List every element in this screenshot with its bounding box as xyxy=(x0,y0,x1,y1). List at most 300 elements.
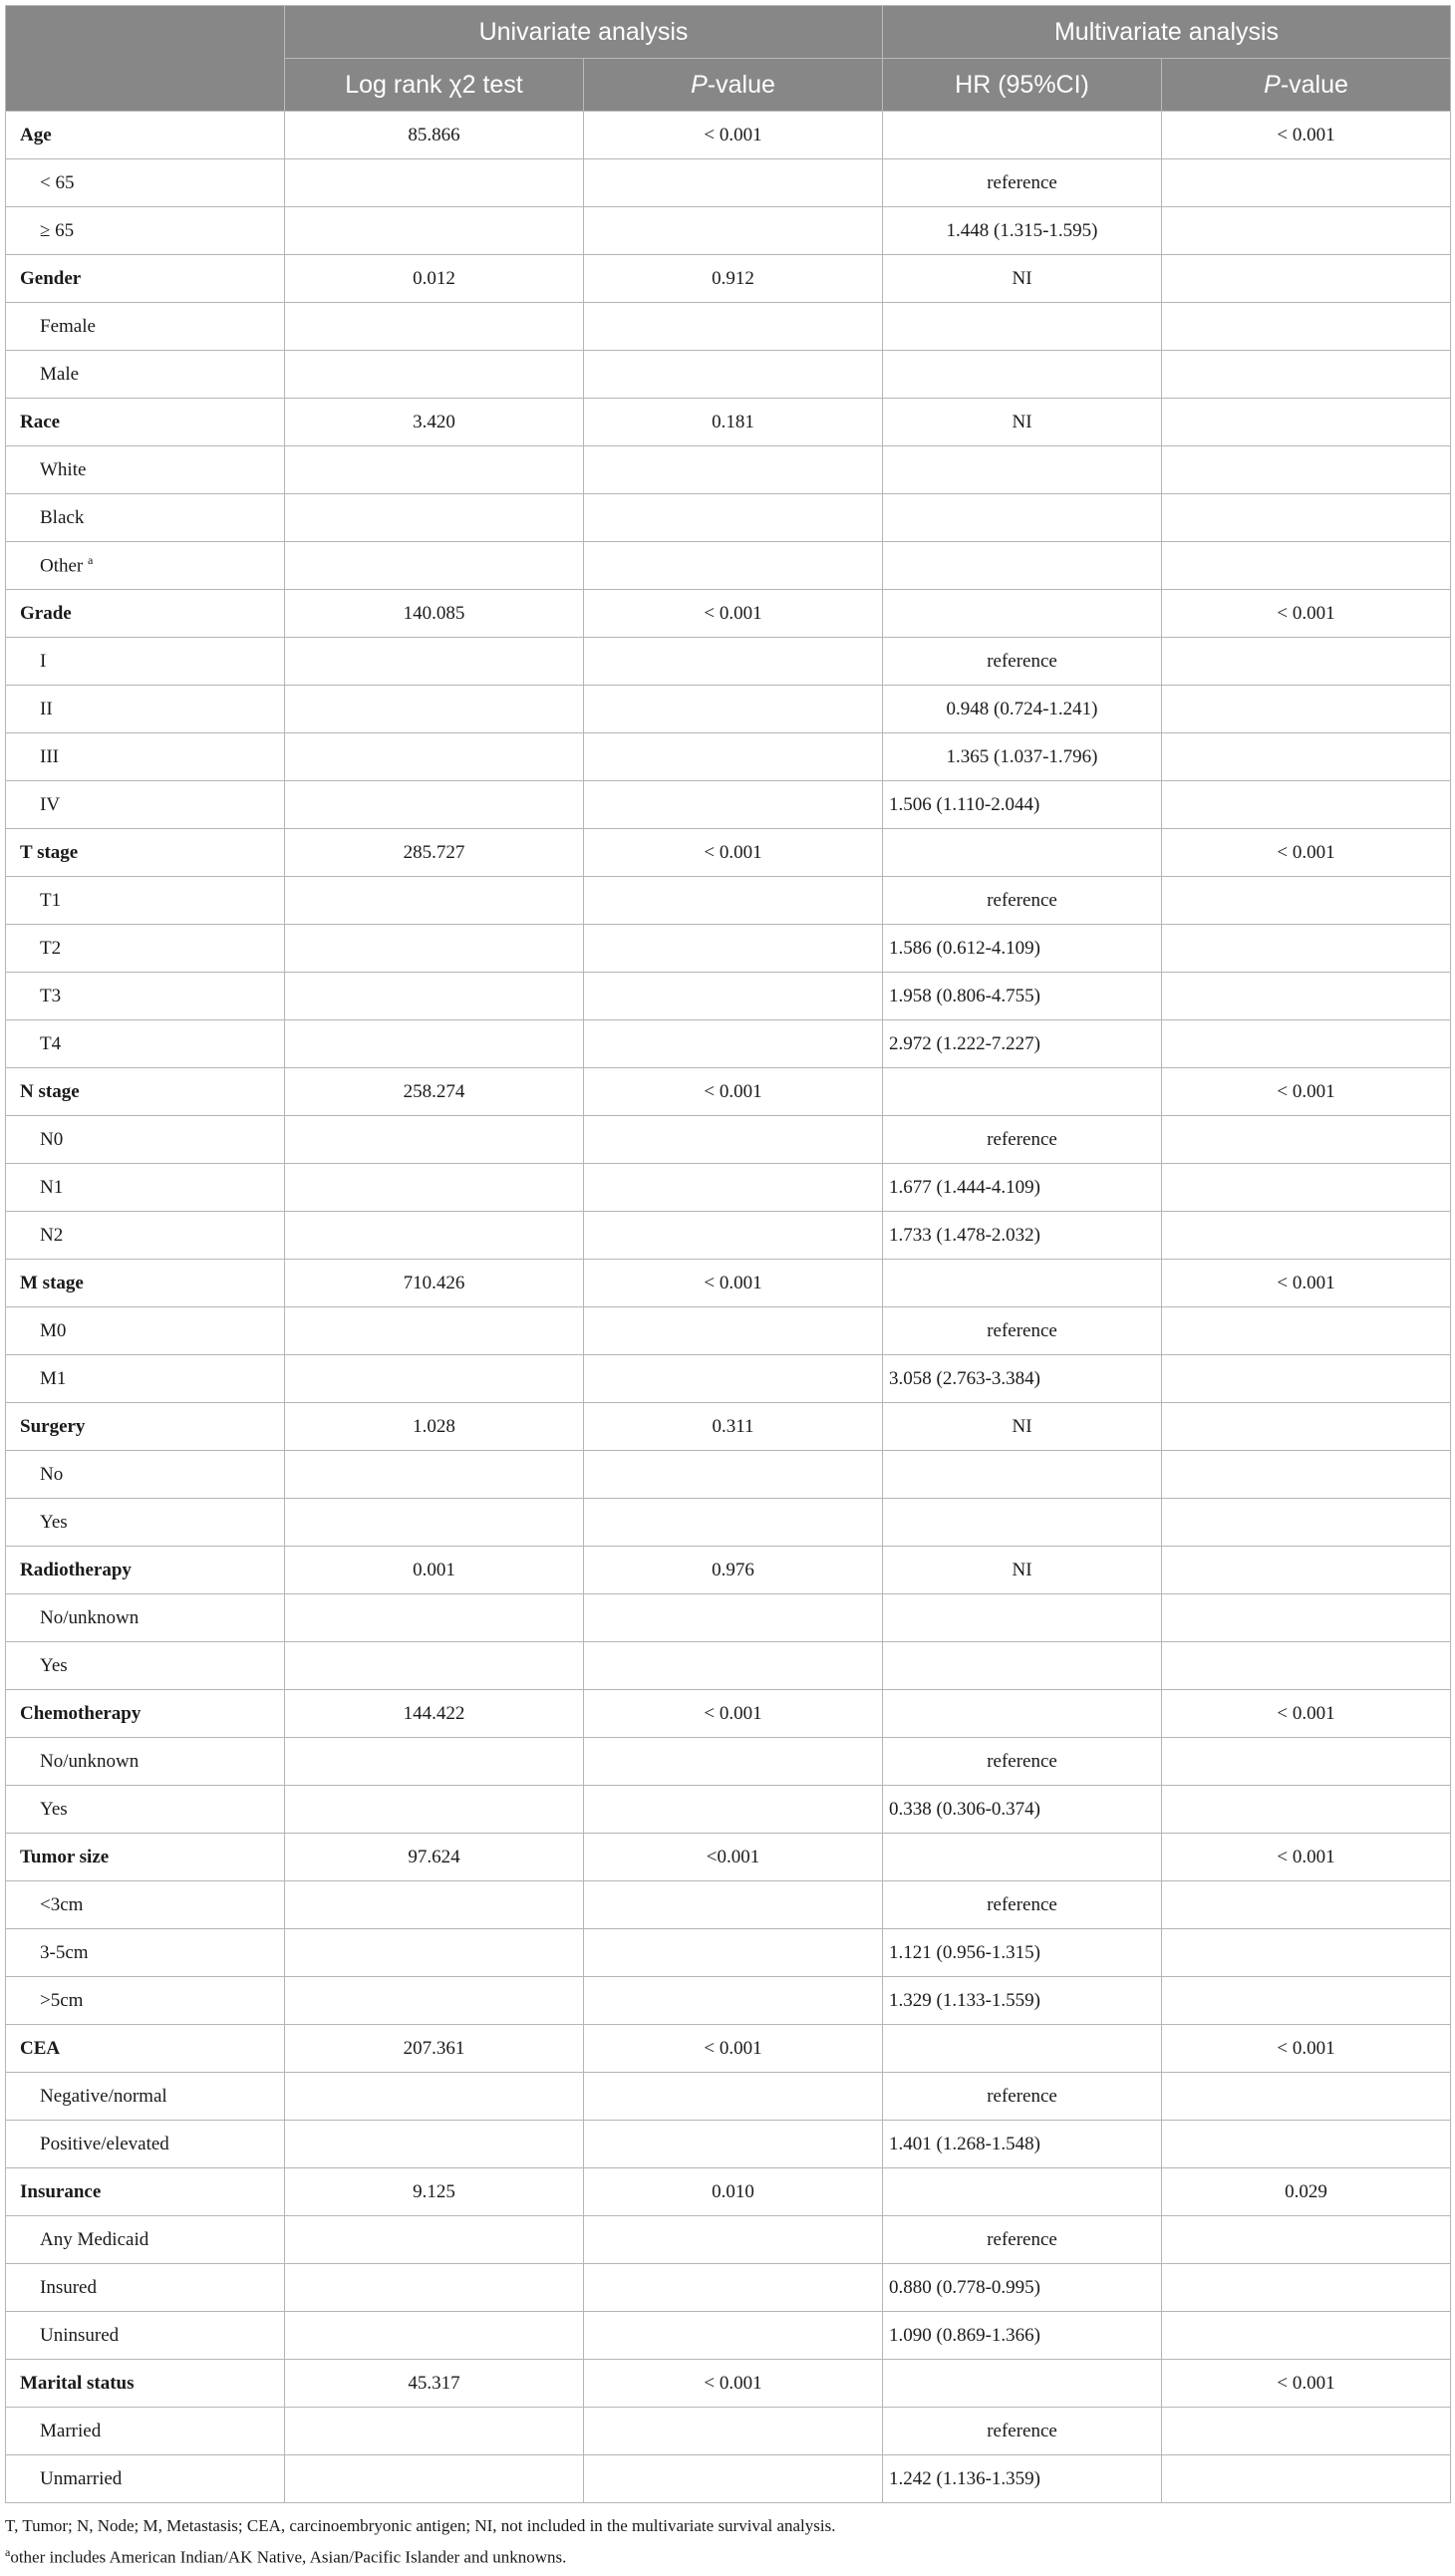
logrank-value xyxy=(285,1594,584,1642)
variable-label: Other $^a$ xyxy=(6,542,285,590)
variable-label: N1 xyxy=(6,1164,285,1212)
univariate-p-value xyxy=(584,494,883,542)
variable-label: Uninsured xyxy=(6,2312,285,2360)
hr-value xyxy=(883,1834,1162,1881)
multivariate-p-value xyxy=(1162,1020,1451,1068)
variable-label: ≥ 65 xyxy=(6,207,285,255)
multivariate-p-value xyxy=(1162,638,1451,686)
hr-value xyxy=(883,1260,1162,1307)
multivariate-p-value xyxy=(1162,494,1451,542)
multivariate-p-value: < 0.001 xyxy=(1162,1260,1451,1307)
hr-value: 1.448 (1.315-1.595) xyxy=(883,207,1162,255)
table-row xyxy=(6,494,1451,542)
multivariate-p-value xyxy=(1162,1212,1451,1260)
variable-label: Black xyxy=(6,494,285,542)
logrank-value xyxy=(285,638,584,686)
univariate-p-value xyxy=(584,446,883,494)
univariate-p-value: 0.311 xyxy=(584,1403,883,1451)
multivariate-p-value xyxy=(1162,1881,1451,1929)
hr-value xyxy=(883,1594,1162,1642)
multivariate-p-value xyxy=(1162,446,1451,494)
logrank-value xyxy=(285,351,584,399)
hr-value xyxy=(883,542,1162,590)
header-hr: HR (95%CI) xyxy=(883,59,1162,112)
variable-label: White xyxy=(6,446,285,494)
multivariate-p-value: < 0.001 xyxy=(1162,112,1451,159)
multivariate-p-value: < 0.001 xyxy=(1162,590,1451,638)
logrank-value xyxy=(285,1020,584,1068)
variable-label: T stage xyxy=(6,829,285,877)
logrank-value xyxy=(285,159,584,207)
univariate-p-value xyxy=(584,1116,883,1164)
multivariate-p-value: < 0.001 xyxy=(1162,2360,1451,2408)
table-container xyxy=(5,5,1450,2571)
logrank-value xyxy=(285,303,584,351)
multivariate-p-value xyxy=(1162,207,1451,255)
univariate-p-value: <0.001 xyxy=(584,1834,883,1881)
hr-value xyxy=(883,2168,1162,2216)
variable-label: Race xyxy=(6,399,285,446)
multivariate-p-value xyxy=(1162,877,1451,925)
univariate-p-value xyxy=(584,1355,883,1403)
variable-label: N2 xyxy=(6,1212,285,1260)
variable-label: III xyxy=(6,733,285,781)
multivariate-p-value: < 0.001 xyxy=(1162,1068,1451,1116)
variable-label: N0 xyxy=(6,1116,285,1164)
logrank-value xyxy=(285,2408,584,2455)
multivariate-p-value xyxy=(1162,1547,1451,1594)
univariate-p-value xyxy=(584,638,883,686)
table-row xyxy=(6,542,1451,590)
table-row xyxy=(6,1164,1451,1212)
table-row xyxy=(6,686,1451,733)
univariate-p-value xyxy=(584,1499,883,1547)
logrank-value xyxy=(285,1451,584,1499)
table-row xyxy=(6,2216,1451,2264)
variable-label: Insured xyxy=(6,2264,285,2312)
table-row-group xyxy=(6,2360,1451,2408)
table-row-group xyxy=(6,1403,1451,1451)
header-logrank: Log rank χ2 test xyxy=(285,59,584,112)
hr-value xyxy=(883,112,1162,159)
hr-value xyxy=(883,351,1162,399)
univariate-p-value xyxy=(584,1929,883,1977)
variable-label: Surgery xyxy=(6,1403,285,1451)
univariate-p-value xyxy=(584,303,883,351)
logrank-value xyxy=(285,542,584,590)
table-row xyxy=(6,2073,1451,2121)
univariate-p-value xyxy=(584,2264,883,2312)
hr-value xyxy=(883,2360,1162,2408)
header-p-value-multivariate: P-value xyxy=(1162,59,1451,112)
logrank-value: 207.361 xyxy=(285,2025,584,2073)
univariate-p-value: < 0.001 xyxy=(584,1068,883,1116)
hr-value: reference xyxy=(883,638,1162,686)
multivariate-p-value xyxy=(1162,1786,1451,1834)
logrank-value xyxy=(285,2216,584,2264)
variable-label: Age xyxy=(6,112,285,159)
logrank-value xyxy=(285,1642,584,1690)
multivariate-p-value xyxy=(1162,2264,1451,2312)
variable-label: T3 xyxy=(6,973,285,1020)
table-row-group xyxy=(6,590,1451,638)
table-row xyxy=(6,1355,1451,1403)
logrank-value xyxy=(285,1164,584,1212)
logrank-value xyxy=(285,1738,584,1786)
logrank-value xyxy=(285,1355,584,1403)
table-row xyxy=(6,1594,1451,1642)
univariate-p-value: 0.912 xyxy=(584,255,883,303)
hr-value: 1.958 (0.806-4.755) xyxy=(883,973,1162,1020)
variable-label: T2 xyxy=(6,925,285,973)
multivariate-p-value: < 0.001 xyxy=(1162,829,1451,877)
table-row-group xyxy=(6,2168,1451,2216)
logrank-value xyxy=(285,2264,584,2312)
univariate-p-value xyxy=(584,733,883,781)
table-row-group xyxy=(6,112,1451,159)
table-row xyxy=(6,733,1451,781)
multivariate-p-value xyxy=(1162,303,1451,351)
variable-label: Marital status xyxy=(6,2360,285,2408)
variable-label: Male xyxy=(6,351,285,399)
table-row xyxy=(6,2408,1451,2455)
univariate-p-value xyxy=(584,1881,883,1929)
univariate-p-value xyxy=(584,2216,883,2264)
multivariate-p-value xyxy=(1162,1355,1451,1403)
univariate-p-value xyxy=(584,542,883,590)
univariate-p-value xyxy=(584,1786,883,1834)
logrank-value xyxy=(285,2121,584,2168)
multivariate-p-value xyxy=(1162,351,1451,399)
hr-value: 2.972 (1.222-7.227) xyxy=(883,1020,1162,1068)
univariate-p-value xyxy=(584,1594,883,1642)
multivariate-p-value xyxy=(1162,2455,1451,2503)
table-row xyxy=(6,207,1451,255)
table-row xyxy=(6,1499,1451,1547)
variable-label: Any Medicaid xyxy=(6,2216,285,2264)
table-body xyxy=(6,112,1451,2503)
table-header xyxy=(6,6,1451,112)
table-row-group xyxy=(6,1260,1451,1307)
variable-label: < 65 xyxy=(6,159,285,207)
table-row-group xyxy=(6,399,1451,446)
logrank-value: 710.426 xyxy=(285,1260,584,1307)
variable-label: Unmarried xyxy=(6,2455,285,2503)
multivariate-p-value xyxy=(1162,1403,1451,1451)
logrank-value: 0.012 xyxy=(285,255,584,303)
hr-value: 1.090 (0.869-1.366) xyxy=(883,2312,1162,2360)
variable-label: Female xyxy=(6,303,285,351)
hr-value: 0.948 (0.724-1.241) xyxy=(883,686,1162,733)
table-row xyxy=(6,638,1451,686)
variable-label: CEA xyxy=(6,2025,285,2073)
table-row-group xyxy=(6,829,1451,877)
univariate-p-value xyxy=(584,1642,883,1690)
multivariate-p-value xyxy=(1162,2216,1451,2264)
multivariate-p-value xyxy=(1162,781,1451,829)
table-footnotes xyxy=(5,2513,1450,2571)
logrank-value xyxy=(285,1116,584,1164)
hr-value xyxy=(883,1068,1162,1116)
logrank-value xyxy=(285,1977,584,2025)
variable-label: M0 xyxy=(6,1307,285,1355)
logrank-value xyxy=(285,207,584,255)
univariate-p-value xyxy=(584,2073,883,2121)
univariate-p-value: < 0.001 xyxy=(584,590,883,638)
variable-label: Insurance xyxy=(6,2168,285,2216)
hr-value: NI xyxy=(883,399,1162,446)
variable-label: Radiotherapy xyxy=(6,1547,285,1594)
univariate-p-value xyxy=(584,1738,883,1786)
variable-label: No/unknown xyxy=(6,1594,285,1642)
multivariate-p-value xyxy=(1162,255,1451,303)
hr-value: 1.733 (1.478-2.032) xyxy=(883,1212,1162,1260)
hr-value: 1.365 (1.037-1.796) xyxy=(883,733,1162,781)
variable-label: M1 xyxy=(6,1355,285,1403)
multivariate-p-value: < 0.001 xyxy=(1162,1690,1451,1738)
header-p-value-univariate: P-value xyxy=(584,59,883,112)
logrank-value xyxy=(285,1212,584,1260)
logrank-value xyxy=(285,877,584,925)
hr-value: reference xyxy=(883,2408,1162,2455)
hr-value: NI xyxy=(883,255,1162,303)
hr-value: 1.677 (1.444-4.109) xyxy=(883,1164,1162,1212)
logrank-value xyxy=(285,1786,584,1834)
multivariate-p-value xyxy=(1162,1929,1451,1977)
variable-label: Grade xyxy=(6,590,285,638)
multivariate-p-value xyxy=(1162,1116,1451,1164)
variable-label: <3cm xyxy=(6,1881,285,1929)
multivariate-p-value xyxy=(1162,399,1451,446)
hr-value: 0.338 (0.306-0.374) xyxy=(883,1786,1162,1834)
table-row xyxy=(6,925,1451,973)
logrank-value xyxy=(285,781,584,829)
variable-label: Negative/normal xyxy=(6,2073,285,2121)
logrank-value: 1.028 xyxy=(285,1403,584,1451)
table-row xyxy=(6,2455,1451,2503)
footnote-abbreviations: T, Tumor; N, Node; M, Metastasis; CEA, carcinoembryonic antigen; NI, not included in the multivariate survival analysis. xyxy=(5,2516,836,2535)
table-row-group xyxy=(6,255,1451,303)
survival-analysis-table xyxy=(5,5,1451,2503)
variable-label: Married xyxy=(6,2408,285,2455)
table-row xyxy=(6,1116,1451,1164)
table-row xyxy=(6,159,1451,207)
logrank-value xyxy=(285,1499,584,1547)
univariate-p-value xyxy=(584,1451,883,1499)
logrank-value xyxy=(285,973,584,1020)
multivariate-p-value xyxy=(1162,1594,1451,1642)
variable-label: IV xyxy=(6,781,285,829)
hr-value xyxy=(883,829,1162,877)
header-variable-cell xyxy=(6,6,285,112)
logrank-value xyxy=(285,494,584,542)
hr-value xyxy=(883,1451,1162,1499)
table-row-group xyxy=(6,1834,1451,1881)
hr-value: 3.058 (2.763-3.384) xyxy=(883,1355,1162,1403)
univariate-p-value: < 0.001 xyxy=(584,2025,883,2073)
univariate-p-value xyxy=(584,1977,883,2025)
hr-value: reference xyxy=(883,159,1162,207)
hr-value: 0.880 (0.778-0.995) xyxy=(883,2264,1162,2312)
hr-value: reference xyxy=(883,1307,1162,1355)
univariate-p-value xyxy=(584,973,883,1020)
hr-value xyxy=(883,494,1162,542)
multivariate-p-value xyxy=(1162,925,1451,973)
multivariate-p-value xyxy=(1162,1499,1451,1547)
variable-label: >5cm xyxy=(6,1977,285,2025)
univariate-p-value xyxy=(584,2455,883,2503)
univariate-p-value xyxy=(584,877,883,925)
variable-label: No xyxy=(6,1451,285,1499)
logrank-value xyxy=(285,733,584,781)
multivariate-p-value xyxy=(1162,733,1451,781)
univariate-p-value xyxy=(584,159,883,207)
table-row xyxy=(6,2121,1451,2168)
table-row xyxy=(6,1929,1451,1977)
hr-value xyxy=(883,1690,1162,1738)
table-row-group xyxy=(6,1690,1451,1738)
table-row xyxy=(6,1212,1451,1260)
variable-label: Gender xyxy=(6,255,285,303)
univariate-p-value xyxy=(584,2312,883,2360)
hr-value: 1.242 (1.136-1.359) xyxy=(883,2455,1162,2503)
variable-label: Yes xyxy=(6,1499,285,1547)
multivariate-p-value xyxy=(1162,1738,1451,1786)
hr-value: 1.329 (1.133-1.559) xyxy=(883,1977,1162,2025)
logrank-value xyxy=(285,686,584,733)
univariate-p-value xyxy=(584,1307,883,1355)
hr-value: 1.401 (1.268-1.548) xyxy=(883,2121,1162,2168)
multivariate-p-value xyxy=(1162,542,1451,590)
logrank-value xyxy=(285,2073,584,2121)
variable-label: Positive/elevated xyxy=(6,2121,285,2168)
multivariate-p-value: < 0.001 xyxy=(1162,1834,1451,1881)
hr-value xyxy=(883,303,1162,351)
table-row xyxy=(6,2264,1451,2312)
hr-value: 1.121 (0.956-1.315) xyxy=(883,1929,1162,1977)
table-row xyxy=(6,1307,1451,1355)
multivariate-p-value: 0.029 xyxy=(1162,2168,1451,2216)
logrank-value xyxy=(285,925,584,973)
hr-value: 1.586 (0.612-4.109) xyxy=(883,925,1162,973)
univariate-p-value xyxy=(584,207,883,255)
logrank-value xyxy=(285,2455,584,2503)
footnote-a: $^a$other includes American Indian/AK Native, Asian/Pacific Islander and unknowns. xyxy=(5,2545,567,2567)
logrank-value xyxy=(285,1929,584,1977)
hr-value xyxy=(883,2025,1162,2073)
variable-label: M stage xyxy=(6,1260,285,1307)
variable-label: 3-5cm xyxy=(6,1929,285,1977)
variable-label: N stage xyxy=(6,1068,285,1116)
logrank-value: 144.422 xyxy=(285,1690,584,1738)
univariate-p-value xyxy=(584,2121,883,2168)
multivariate-p-value xyxy=(1162,1977,1451,2025)
multivariate-p-value xyxy=(1162,1451,1451,1499)
univariate-p-value: 0.010 xyxy=(584,2168,883,2216)
multivariate-p-value xyxy=(1162,159,1451,207)
multivariate-p-value xyxy=(1162,1642,1451,1690)
table-row xyxy=(6,1786,1451,1834)
table-row xyxy=(6,1738,1451,1786)
table-row xyxy=(6,351,1451,399)
hr-value xyxy=(883,1499,1162,1547)
variable-label: Chemotherapy xyxy=(6,1690,285,1738)
table-row xyxy=(6,877,1451,925)
logrank-value: 258.274 xyxy=(285,1068,584,1116)
table-row xyxy=(6,2312,1451,2360)
table-row xyxy=(6,1642,1451,1690)
variable-label: I xyxy=(6,638,285,686)
univariate-p-value: < 0.001 xyxy=(584,1690,883,1738)
table-row xyxy=(6,1977,1451,2025)
variable-label: T1 xyxy=(6,877,285,925)
univariate-p-value: 0.976 xyxy=(584,1547,883,1594)
table-row xyxy=(6,446,1451,494)
multivariate-p-value xyxy=(1162,1307,1451,1355)
univariate-p-value: < 0.001 xyxy=(584,829,883,877)
hr-value xyxy=(883,1642,1162,1690)
univariate-p-value xyxy=(584,2408,883,2455)
logrank-value: 140.085 xyxy=(285,590,584,638)
multivariate-p-value xyxy=(1162,1164,1451,1212)
logrank-value xyxy=(285,1307,584,1355)
logrank-value: 0.001 xyxy=(285,1547,584,1594)
hr-value: 1.506 (1.110-2.044) xyxy=(883,781,1162,829)
hr-value: reference xyxy=(883,2216,1162,2264)
univariate-p-value xyxy=(584,1164,883,1212)
hr-value: reference xyxy=(883,2073,1162,2121)
univariate-p-value xyxy=(584,781,883,829)
table-row xyxy=(6,303,1451,351)
logrank-value: 85.866 xyxy=(285,112,584,159)
variable-label: T4 xyxy=(6,1020,285,1068)
table-row-group xyxy=(6,2025,1451,2073)
multivariate-p-value xyxy=(1162,2408,1451,2455)
univariate-p-value xyxy=(584,351,883,399)
logrank-value: 3.420 xyxy=(285,399,584,446)
logrank-value xyxy=(285,446,584,494)
logrank-value xyxy=(285,1881,584,1929)
univariate-p-value: < 0.001 xyxy=(584,1260,883,1307)
table-row-group xyxy=(6,1068,1451,1116)
variable-label: Tumor size xyxy=(6,1834,285,1881)
table-row xyxy=(6,1020,1451,1068)
multivariate-p-value xyxy=(1162,2121,1451,2168)
hr-value: reference xyxy=(883,877,1162,925)
table-row xyxy=(6,781,1451,829)
variable-label: Yes xyxy=(6,1642,285,1690)
logrank-value: 9.125 xyxy=(285,2168,584,2216)
table-row xyxy=(6,1881,1451,1929)
multivariate-p-value xyxy=(1162,2312,1451,2360)
variable-label: No/unknown xyxy=(6,1738,285,1786)
univariate-p-value: 0.181 xyxy=(584,399,883,446)
multivariate-p-value xyxy=(1162,2073,1451,2121)
univariate-p-value xyxy=(584,686,883,733)
multivariate-p-value: < 0.001 xyxy=(1162,2025,1451,2073)
table-row xyxy=(6,1451,1451,1499)
header-univariate: Univariate analysis xyxy=(285,6,883,59)
table-row xyxy=(6,973,1451,1020)
logrank-value: 285.727 xyxy=(285,829,584,877)
logrank-value: 45.317 xyxy=(285,2360,584,2408)
hr-value xyxy=(883,590,1162,638)
hr-value: NI xyxy=(883,1403,1162,1451)
logrank-value xyxy=(285,2312,584,2360)
multivariate-p-value xyxy=(1162,686,1451,733)
univariate-p-value xyxy=(584,1020,883,1068)
hr-value: NI xyxy=(883,1547,1162,1594)
